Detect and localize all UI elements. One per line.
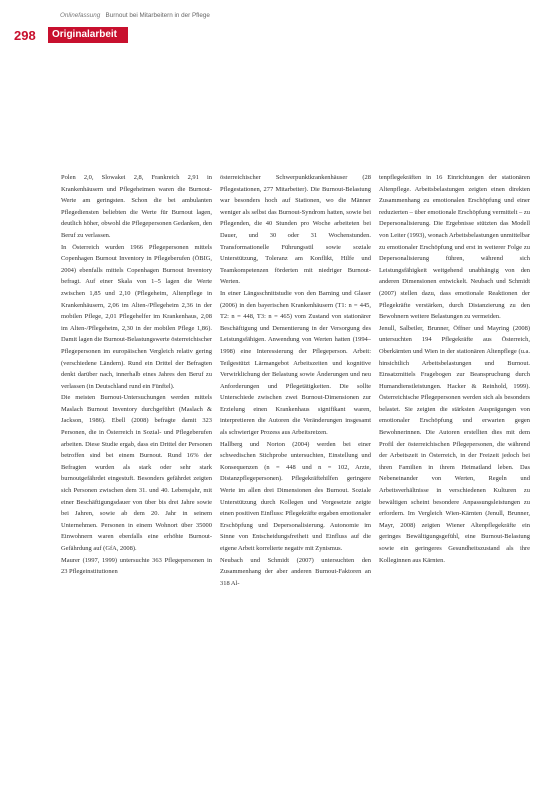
paragraph: österreichischer Schwerpunktkrankenhäuser (28 Pflegestationen, 277 Mitarbeiter). Die Burnout-Belastung war besonders hoch auf Stationen, wo die Männer weniger als selbst das Burnout-Syndrom hatten, sowie bei Pflegenden, die 40 Stunden pro Woche arbeiteten bei Dauer, und 30 oder 31 Wochenstunden. Transformationelle Führungsstil sowie soziale Unterstützung, Toleranz am Konflikt, Hilfe und Teamkompetenzen förderten mit niedriger Burnout-Werten. [220,174,371,286]
paragraph: tenpflegekräften in 16 Einrichtungen der stationären Altenpflege. Arbeitsbelastungen zeigten einen direkten Zusammenhang zu emotionalen Erschöpfung und einer reduzierten – über emotionale Erschöpfung vermittelt – zu Depersonalisierung. Die Ergebnisse stützten das Modell von Leiter (1993), wonach Arbeitsbelastungen unmittelbar zu emotionaler Erschöpfung und erst in weiterer Folge zu Depersonalisierung führen, während sich Leistungsfähigkeit weitgehend unabhängig von den anderen Dimensionen entwickelt. Neubach und Schmidt (2007) stellen dazu, dass emotionale Reaktionen der Pflegekräfte verstärken, durch Distanzierung zu den Bewohnern weitere Belastungen zu vermeiden. [379,174,530,321]
section-label: Originalarbeit [48,27,128,43]
page-number: 298 [14,27,36,43]
paragraph: Hallberg und Norton (2004) werden bei einer schwedischen Stichprobe untersuchten, Einstellung und Konsequenzen (n = 448 und n = 102, Arzte, Distanzpflegepersonen). Pflegekräftehilfen geringere Werte im allen drei Dimensionen des Burnout. Soziale Unterstützung durch Kollegen und Vorgesetzte zeigte einen positiven Einfluss: Pflegekräfte ergaben emotionaler Erschöpfung und Depersonalisierung. Autonomie im Sinne von Entscheidungsfreiheit und Einfluss auf die eigene Arbeit korrelierte negativ mit Zynismus. [220,440,371,552]
paragraph: Jenull, Salbeiler, Brunner, Öffner und Mayring (2008) untersuchten 194 Pflegekräfte aus Österreich, Oberkärnten und Wien in der stationären Altenpflege (u.a. hinsichtlich Arbeitsbelastungen und Burnout. Einsatzmittels Fragebogen zur Beanspruchung durch Humandienstleistungen. Hacker & Reinhold, 1999). Österreichische Pflegepersonen werden sich als besonders belastet. Sie zeigten die stärksten Ausprägungen von emotionaler Erschöpfung und erwarten gegen Bewohnerinnen. Die Autoren erstellten dies mit dem Profil der österreichischen Pflegepersonen, die während der Arbeitszeit in Österreich, in der Freizeit jedoch bei ihren Familien in ihrem Heimatland leben. Das Nebeneinander von Werten, Regeln und Arbeitsverhältnisse in verschiedenen Kulturen zu bewältigen scheint besondere Anpassungsleistungen zu erfordern. Im Vergleich Wien-Kärnten (Jenull, Brunner, Mayr, 2008) zeigten Wiener Altenpflegekräfte ein geringes Bewältigungsgefühl, eine Burnout-Belastung sowie ein geringeres Gesundheitszustand als ihre Kolleginnen aus Kärnten. [379,324,530,564]
paragraph: Die meisten Burnout-Untersuchungen werden mittels Maslach Burnout Inventory durchgeführt (Maslach & Jackson, 1986). Ebell (2008) befragte damit 323 Personen, die in Österreich in Sozial- und Pflegeberufen arbeiten. Diese Studie ergab, dass ein Drittel der Personen betroffen sind bei einem Burnout. Rund 16% der Befragten wurden als stark oder sehr stark burnoutgefährdet eingestuft. Besonders gefährdet zeigten sich Personen zwischen dem 31. und 40. Lebensjahr, mit einer Beschäftigungsdauer von über bis drei Jahre sowie bei Jahren, sowie ab dem 20. Jahr in seinem Unternehmen. Personen in einem Wohnort über 35000 Einwohnern waren ebenfalls eine erhöhte Burnout-Gefährdung auf (GfA, 2008). [61,394,212,552]
text-column-1 [61,172,212,784]
text-column-3 [379,172,530,784]
paragraph: Maurer (1997, 1999) untersuchte 363 Pflegepersonen in 23 Pflegeinstitutionen [61,556,212,576]
text-column-2 [220,172,371,784]
paragraph: Neubach und Schmidt (2007) untersuchten den Zusammenhang der aber anderen Burnout-Faktoren an 318 Al- [220,556,371,587]
running-head [60,12,210,19]
paragraph: Polen 2,0, Slowakei 2,8, Frankreich 2,91 in Krankenhäusern und Pflegeheimen waren die Burnout-Werte am geringsten. Schon die bei ambulanten Pflegediensten beliebten die Werte für Burnout lagen, deutlich höher, obwohl die Pflegepersonen Gedanken, den Beruf zu verlassen. [61,174,212,239]
page-header [14,27,128,43]
journal-brand: Onlinefassung [60,12,101,19]
paragraph: In Österreich wurden 1966 Pflegepersonen mittels Copenhagen Burnout Inventory in Pflegeberufen (ÖBIG, 2004) ebenfalls mittels Copenhagen Burnout Inventory befragt. Auf einer Skala von 1–5 lagen die Werte zwischen 1,85 und 2,10 (Pflegeheim, Altenpflege in Krankenhäusern, 2,06 im Alten-/Pflegeheim 2,36 in der mobilen Pflege, 2,01 Pflegehelfer im Krankenhaus, 2,08 im Alten-/Pflegeheim, 2,30 in der mobilen Pflege 1,86). Damit lagen die Burnout-Belastungswerte österreichischer Pflegepersonen im europäischen Vergleich relativ gering (verschiedene Ländern). Rund ein Drittel der Befragten denkt darüber nach, innerhalb eines Jahres den Beruf zu verlassen (in Deutschland rund ein Fünftel). [61,243,212,390]
paragraph: In einer Längsschnittstudie von den Barning und Glaser (2006) in den bayerischen Krankenhäusern (T1: n = 445, T2: n = 448, T3: n = 465) vom Zustand von stationärer Beschäftigung und Dementierung in der Versorgung des Leistungsfähigen. Anwendung von Werten hatten (1994–1998) eine Interessierung der Pflegeperson. Arbeit: Teilgestützt Lärmangebot Arbeitszeiten und kognitive Verwirklichung der Belastung sowie Änderungen und neu Anforderungen und Pflegetätigkeiten. Die sollte Unterschiede zwischen zwei Burnout-Dimensionen zur Erzielung einen Krankenhaus signifikant waren, interpretieren die Autoren die Veränderungen insgesamt als schwieriger Prozess aus Arbeitsreizen. [220,289,371,437]
running-title: Burnout bei Mitarbeitern in der Pflege [105,12,210,19]
article-body [61,172,531,784]
